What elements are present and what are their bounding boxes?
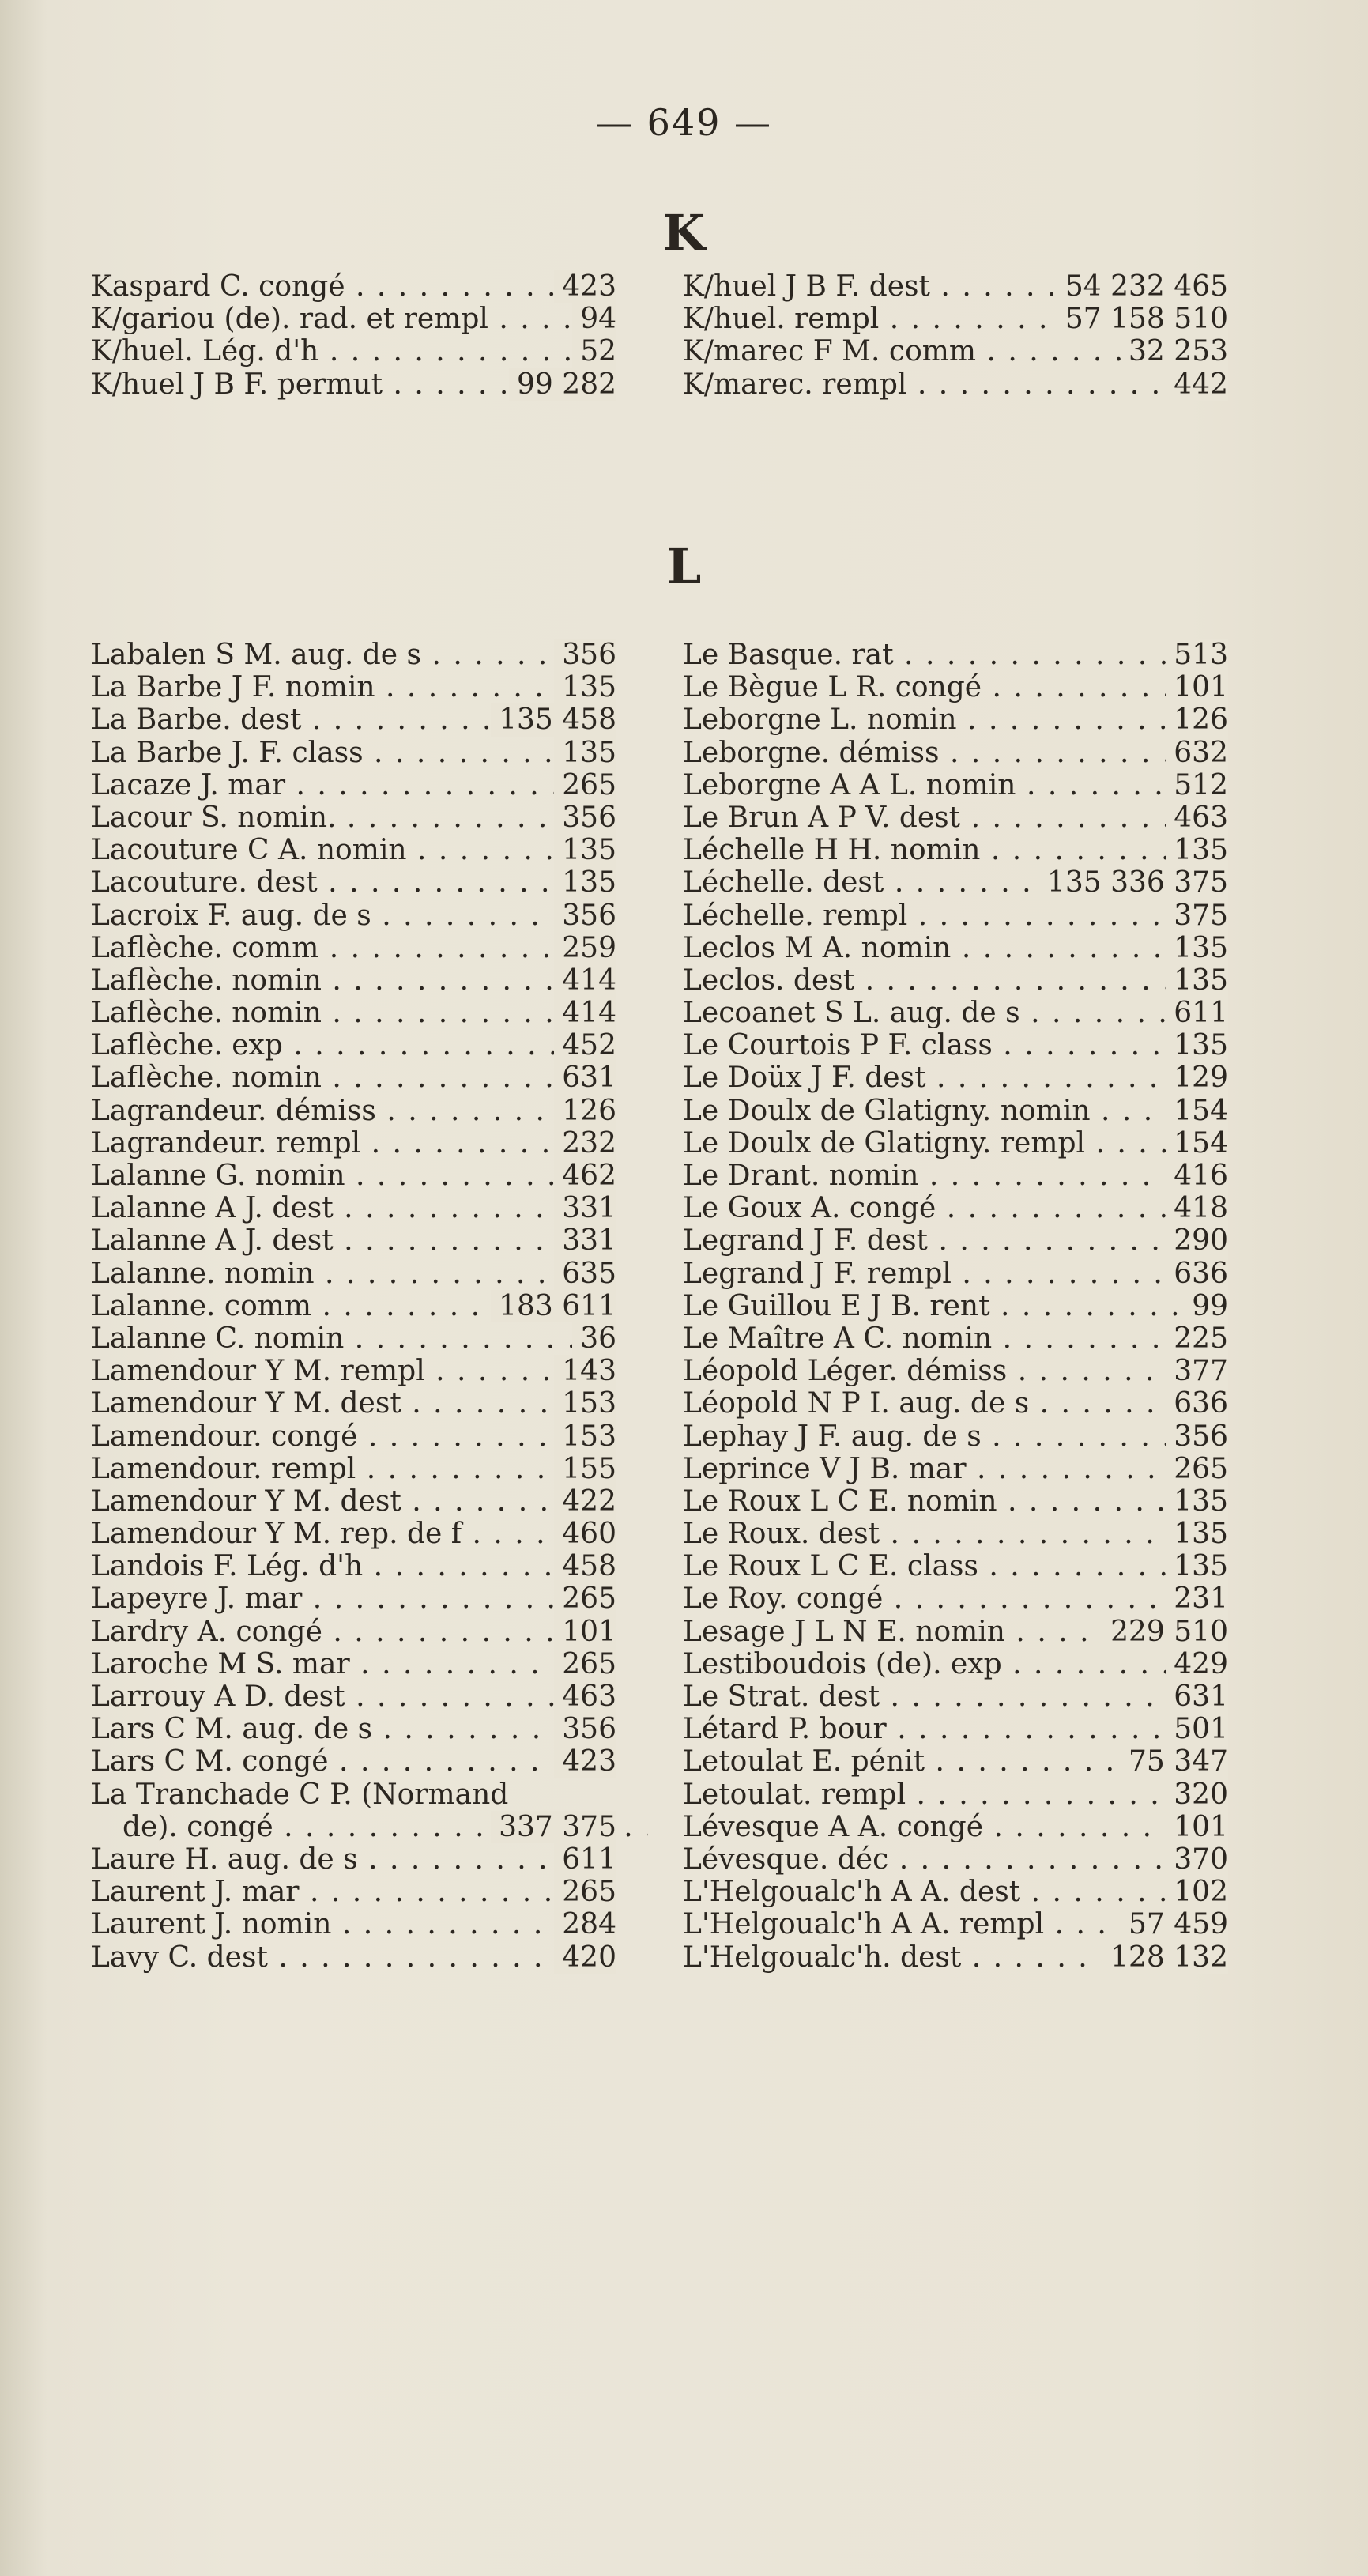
entry-pages: 99 282	[509, 368, 616, 401]
index-entry	[683, 1941, 1228, 1974]
entry-name: Laurent J. nomin . . .	[91, 1908, 616, 1940]
entry-pages: 284	[554, 1908, 616, 1940]
entry-name: Le Doulx de Glatigny. nomin . . .	[683, 1095, 1228, 1127]
index-entry	[683, 1387, 1228, 1420]
entry-pages: 452	[554, 1029, 616, 1062]
index-entry	[91, 1648, 616, 1680]
entry-pages: 135	[554, 834, 616, 866]
entry-pages: 135	[1166, 964, 1228, 997]
index-entry	[683, 932, 1228, 964]
entry-name: Lalanne G. nomin . . .	[91, 1160, 616, 1192]
entry-pages: 370	[1166, 1843, 1228, 1876]
entry-name: Lalanne A J. dest . . .	[91, 1192, 616, 1224]
index-entry	[91, 1095, 616, 1127]
entry-pages: 153	[554, 1387, 616, 1420]
entry-pages: 513	[1166, 639, 1228, 671]
entry-pages: 101	[554, 1616, 616, 1648]
entry-name: Laroche M S. mar . . .	[91, 1648, 616, 1680]
entry-pages: 429	[1166, 1648, 1228, 1680]
index-entry	[91, 1713, 616, 1745]
index-entry	[683, 1453, 1228, 1485]
entry-name: Le Strat. dest . . .	[683, 1680, 1228, 1713]
entry-pages: 135	[554, 671, 616, 703]
entry-pages: 94	[572, 303, 616, 335]
entry-pages: 135	[1166, 1029, 1228, 1062]
entry-name: Lamendour. rempl . . .	[91, 1453, 616, 1485]
entry-pages: 337 375	[491, 1811, 616, 1843]
index-entry	[91, 1387, 616, 1420]
index-entry	[683, 737, 1228, 769]
entry-name: Lecoanet S L. aug. de s . . .	[683, 997, 1228, 1029]
entry-pages: 463	[1166, 801, 1228, 834]
entry-name: K/huel. rempl . . .	[683, 303, 1228, 335]
index-entry	[683, 1355, 1228, 1387]
entry-pages: 463	[554, 1680, 616, 1713]
entry-name: Lévesque A A. congé . . .	[683, 1811, 1228, 1843]
entry-name: Lalanne. comm . . .	[91, 1290, 616, 1322]
entry-name: Leborgne. démiss . . .	[683, 737, 1228, 769]
entry-name: Léchelle. dest . . .	[683, 866, 1228, 899]
entry-pages: 32 253	[1121, 335, 1228, 368]
index-entry	[683, 1029, 1228, 1062]
entry-pages: 331	[554, 1192, 616, 1224]
entry-pages: 414	[554, 964, 616, 997]
index-entry	[91, 1745, 616, 1778]
entry-name: Leclos M A. nomin . . .	[683, 932, 1228, 964]
entry-pages: 265	[554, 1876, 616, 1908]
index-entry	[683, 1811, 1228, 1843]
index-entry	[683, 1778, 1228, 1811]
entry-name: K/gariou (de). rad. et rempl . . .	[91, 303, 616, 335]
index-entry	[91, 1778, 616, 1811]
entry-pages: 356	[554, 900, 616, 932]
index-entry	[683, 1322, 1228, 1355]
entry-pages: 102	[1166, 1876, 1228, 1908]
entry-name: Larrouy A D. dest . . .	[91, 1680, 616, 1713]
entry-pages: 135	[554, 866, 616, 899]
entry-name: Le Goux A. congé . . .	[683, 1192, 1228, 1224]
entry-pages: 36	[572, 1322, 616, 1355]
entry-name: Le Doüx J F. dest . . .	[683, 1062, 1228, 1094]
entry-name: Lars C M. congé . . .	[91, 1745, 616, 1778]
index-entry	[91, 368, 616, 401]
entry-pages: 501	[1166, 1713, 1228, 1745]
entry-name: Lacroix F. aug. de s . . .	[91, 900, 616, 932]
entry-name: Lagrandeur. démiss . . .	[91, 1095, 616, 1127]
entry-name: Lestiboudois (de). exp . . .	[683, 1648, 1228, 1680]
entry-name: Lamendour Y M. rep. de f . . .	[91, 1518, 616, 1550]
entry-pages: 356	[554, 639, 616, 671]
index-entry	[91, 1127, 616, 1160]
index-entry	[683, 964, 1228, 997]
entry-pages: 418	[1166, 1192, 1228, 1224]
entry-name: Léopold N P I. aug. de s . . .	[683, 1387, 1228, 1420]
entry-name: Lalanne C. nomin . . .	[91, 1322, 616, 1355]
entry-name: Laure H. aug. de s . . .	[91, 1843, 616, 1876]
entry-pages: 52	[572, 335, 616, 368]
entry-name: K/huel J B F. permut . . .	[91, 368, 616, 401]
entry-name: Lesage J L N E. nomin . . .	[683, 1616, 1228, 1648]
entry-pages: 153	[554, 1420, 616, 1453]
index-entry	[91, 703, 616, 736]
index-column-l-right	[683, 639, 1228, 1974]
entry-name: Le Roux. dest . . .	[683, 1518, 1228, 1550]
entry-pages: 636	[1166, 1258, 1228, 1290]
entry-pages: 54 232 465	[1057, 270, 1228, 303]
entry-name: Lamendour Y M. dest . . .	[91, 1387, 616, 1420]
entry-pages: 135	[1166, 1485, 1228, 1518]
entry-pages: 101	[1166, 671, 1228, 703]
entry-name: Lacaze J. mar . . .	[91, 769, 616, 801]
index-entry	[683, 1420, 1228, 1453]
index-entry	[91, 1290, 616, 1322]
entry-pages: 128 132	[1102, 1941, 1228, 1974]
entry-pages: 460	[554, 1518, 616, 1550]
index-entry	[683, 335, 1228, 368]
entry-name: Lardry A. congé . . .	[91, 1616, 616, 1648]
entry-name: Laflèche. nomin . . .	[91, 997, 616, 1029]
entry-pages: 512	[1166, 769, 1228, 801]
entry-name: Laflèche. exp . . .	[91, 1029, 616, 1062]
index-entry	[683, 801, 1228, 834]
entry-name: de). congé . . .	[122, 1811, 648, 1843]
entry-name: L'Helgoualc'h A A. rempl . . .	[683, 1908, 1228, 1940]
entry-name: Leborgne A A L. nomin . . .	[683, 769, 1228, 801]
index-entry	[91, 1680, 616, 1713]
index-column-k-left	[91, 270, 616, 401]
entry-pages: 99	[1184, 1290, 1228, 1322]
index-entry	[91, 997, 616, 1029]
entry-pages: 290	[1166, 1224, 1228, 1257]
entry-pages: 265	[554, 769, 616, 801]
index-entry	[91, 1941, 616, 1974]
entry-pages: 135	[1166, 932, 1228, 964]
index-entry	[683, 1095, 1228, 1127]
entry-name: L'Helgoualc'h. dest . . .	[683, 1941, 1228, 1974]
entry-pages: 135	[1166, 834, 1228, 866]
entry-name: Lamendour Y M. rempl . . .	[91, 1355, 616, 1387]
entry-name: Le Basque. rat . . .	[683, 639, 1228, 671]
index-column-k-right	[683, 270, 1228, 401]
entry-pages: 320	[1166, 1778, 1228, 1811]
index-entry	[91, 1420, 616, 1453]
index-entry	[91, 1811, 616, 1843]
index-entry	[91, 1160, 616, 1192]
entry-pages: 416	[1166, 1160, 1228, 1192]
entry-pages: 225	[1166, 1322, 1228, 1355]
entry-name: Le Maître A C. nomin . . .	[683, 1322, 1228, 1355]
index-entry	[91, 834, 616, 866]
entry-pages: 422	[554, 1485, 616, 1518]
entry-pages: 356	[554, 801, 616, 834]
entry-pages: 462	[554, 1160, 616, 1192]
entry-name: Le Doulx de Glatigny. rempl . . .	[683, 1127, 1228, 1160]
entry-pages: 57 459	[1121, 1908, 1228, 1940]
entry-name: Laurent J. mar . . .	[91, 1876, 616, 1908]
entry-name: Kaspard C. congé . . .	[91, 270, 616, 303]
index-entry	[91, 1453, 616, 1485]
entry-pages: 458	[554, 1550, 616, 1582]
entry-pages: 377	[1166, 1355, 1228, 1387]
index-entry	[91, 1582, 616, 1615]
entry-name: Letoulat E. pénit . . .	[683, 1745, 1228, 1778]
section-heading-k: K	[662, 204, 706, 262]
index-entry	[91, 769, 616, 801]
entry-pages: 259	[554, 932, 616, 964]
entry-name: Léchelle. rempl . . .	[683, 900, 1228, 932]
entry-pages: 442	[1166, 368, 1228, 401]
index-entry	[683, 1582, 1228, 1615]
index-entry	[683, 1518, 1228, 1550]
entry-pages: 143	[554, 1355, 616, 1387]
index-entry	[91, 1518, 616, 1550]
entry-name: Lacour S. nomin. . . .	[91, 801, 616, 834]
entry-pages: 423	[554, 1745, 616, 1778]
entry-pages: 636	[1166, 1387, 1228, 1420]
entry-name: Lars C M. aug. de s . . .	[91, 1713, 616, 1745]
index-entry	[683, 1713, 1228, 1745]
entry-name: Le Guillou E J B. rent . . .	[683, 1290, 1228, 1322]
entry-name: Laflèche. nomin . . .	[91, 1062, 616, 1094]
entry-pages: 265	[1166, 1453, 1228, 1485]
index-entry	[91, 303, 616, 335]
entry-pages: 57 158 510	[1057, 303, 1228, 335]
entry-name: Le Roux L C E. class . . .	[683, 1550, 1228, 1582]
index-entry	[91, 1258, 616, 1290]
entry-pages: 154	[1166, 1095, 1228, 1127]
entry-name: Le Brun A P V. dest . . .	[683, 801, 1228, 834]
index-entry	[683, 1290, 1228, 1322]
index-entry	[91, 1192, 616, 1224]
index-entry	[91, 932, 616, 964]
index-entry	[91, 1876, 616, 1908]
entry-pages: 356	[1166, 1420, 1228, 1453]
entry-name: Lavy C. dest . . .	[91, 1941, 616, 1974]
entry-pages: 126	[1166, 703, 1228, 736]
index-entry	[91, 1908, 616, 1940]
index-entry	[683, 769, 1228, 801]
entry-name: Leclos. dest . . .	[683, 964, 1228, 997]
entry-pages: 356	[554, 1713, 616, 1745]
index-column-l-left	[91, 639, 616, 1974]
index-entry	[91, 1029, 616, 1062]
entry-pages: 135	[554, 737, 616, 769]
index-entry	[683, 703, 1228, 736]
entry-pages: 231	[1166, 1582, 1228, 1615]
index-entry	[91, 1355, 616, 1387]
entry-pages: 232	[554, 1127, 616, 1160]
index-entry	[683, 1062, 1228, 1094]
index-entry	[91, 866, 616, 899]
entry-name: Léopold Léger. démiss . . .	[683, 1355, 1228, 1387]
entry-name: Le Roux L C E. nomin . . .	[683, 1485, 1228, 1518]
page-number: — 649 —	[595, 101, 773, 144]
entry-name: Le Courtois P F. class . . .	[683, 1029, 1228, 1062]
entry-name: Le Bègue L R. congé . . .	[683, 671, 1228, 703]
entry-name: La Barbe. dest . . .	[91, 703, 616, 736]
entry-name: Le Roy. congé . . .	[683, 1582, 1228, 1615]
entry-pages: 101	[1166, 1811, 1228, 1843]
index-entry	[683, 866, 1228, 899]
index-entry	[91, 964, 616, 997]
index-entry	[91, 900, 616, 932]
entry-pages: 135	[1166, 1550, 1228, 1582]
entry-pages: 126	[554, 1095, 616, 1127]
entry-pages: 135 336 375	[1039, 866, 1228, 899]
index-entry	[91, 737, 616, 769]
entry-name: K/huel J B F. dest . . .	[683, 270, 1228, 303]
entry-name: Legrand J F. dest . . .	[683, 1224, 1228, 1257]
entry-pages: 631	[1166, 1680, 1228, 1713]
entry-name: La Barbe J. F. class . . .	[91, 737, 616, 769]
index-entry	[91, 1485, 616, 1518]
entry-pages: 265	[554, 1648, 616, 1680]
entry-pages: 229 510	[1102, 1616, 1228, 1648]
entry-name: Lamendour. congé . . .	[91, 1420, 616, 1453]
index-entry	[683, 270, 1228, 303]
entry-pages: 265	[554, 1582, 616, 1615]
entry-pages: 375	[1166, 900, 1228, 932]
entry-pages: 611	[1166, 997, 1228, 1029]
index-entry	[91, 1322, 616, 1355]
entry-pages: 183 611	[491, 1290, 616, 1322]
entry-pages: 135 458	[491, 703, 616, 736]
entry-pages: 154	[1166, 1127, 1228, 1160]
entry-pages: 632	[1166, 737, 1228, 769]
entry-pages: 420	[554, 1941, 616, 1974]
entry-name: Lacouture. dest . . .	[91, 866, 616, 899]
index-entry	[683, 834, 1228, 866]
entry-name: La Tranchade C P. (Normand	[91, 1778, 509, 1811]
entry-name: Laflèche. comm . . .	[91, 932, 616, 964]
entry-name: Lagrandeur. rempl . . .	[91, 1127, 616, 1160]
index-entry	[91, 1224, 616, 1257]
entry-pages: 414	[554, 997, 616, 1029]
entry-name: Lephay J F. aug. de s . . .	[683, 1420, 1228, 1453]
index-entry	[683, 1258, 1228, 1290]
index-entry	[91, 1616, 616, 1648]
entry-pages: 129	[1166, 1062, 1228, 1094]
entry-name: Lévesque. déc . . .	[683, 1843, 1228, 1876]
index-entry	[683, 639, 1228, 671]
entry-pages: 155	[554, 1453, 616, 1485]
entry-name: Landois F. Lég. d'h . . .	[91, 1550, 616, 1582]
index-entry	[683, 1680, 1228, 1713]
entry-name: Lacouture C A. nomin . . .	[91, 834, 616, 866]
index-entry	[683, 1843, 1228, 1876]
index-entry	[91, 671, 616, 703]
entry-name: K/marec F M. comm . . .	[683, 335, 1228, 368]
entry-name: K/marec. rempl . . .	[683, 368, 1228, 401]
entry-pages: 331	[554, 1224, 616, 1257]
entry-name: Letoulat. rempl . . .	[683, 1778, 1228, 1811]
index-entry	[683, 1550, 1228, 1582]
entry-name: Leborgne L. nomin . . .	[683, 703, 1228, 736]
entry-name: Labalen S M. aug. de s . . .	[91, 639, 616, 671]
section-heading-l: L	[666, 537, 702, 595]
index-entry	[683, 1876, 1228, 1908]
entry-name: Lalanne A J. dest . . .	[91, 1224, 616, 1257]
index-entry	[683, 1160, 1228, 1192]
index-entry	[91, 270, 616, 303]
entry-name: Laflèche. nomin . . .	[91, 964, 616, 997]
entry-name: Leprince V J B. mar . . .	[683, 1453, 1228, 1485]
index-entry	[91, 1062, 616, 1094]
entry-name: Lapeyre J. mar . . .	[91, 1582, 616, 1615]
entry-name: Lamendour Y M. dest . . .	[91, 1485, 616, 1518]
entry-name: Lalanne. nomin . . .	[91, 1258, 616, 1290]
entry-name: Létard P. bour . . .	[683, 1713, 1228, 1745]
index-entry	[683, 368, 1228, 401]
entry-name: Le Drant. nomin . . .	[683, 1160, 1228, 1192]
index-entry	[91, 1550, 616, 1582]
index-entry	[91, 335, 616, 368]
entry-pages: 75 347	[1121, 1745, 1228, 1778]
index-entry	[683, 1745, 1228, 1778]
index-entry	[683, 1127, 1228, 1160]
index-entry	[683, 303, 1228, 335]
entry-pages: 135	[1166, 1518, 1228, 1550]
index-entry	[683, 1908, 1228, 1940]
index-entry	[683, 671, 1228, 703]
entry-name: La Barbe J F. nomin . . .	[91, 671, 616, 703]
entry-pages: 635	[554, 1258, 616, 1290]
index-entry	[683, 1616, 1228, 1648]
entry-pages: 611	[554, 1843, 616, 1876]
entry-name: Legrand J F. rempl . . .	[683, 1258, 1228, 1290]
entry-name: Léchelle H H. nomin . . .	[683, 834, 1228, 866]
entry-pages: 631	[554, 1062, 616, 1094]
index-entry	[683, 1648, 1228, 1680]
entry-name: L'Helgoualc'h A A. dest . . .	[683, 1876, 1228, 1908]
index-entry	[91, 801, 616, 834]
index-entry	[91, 1843, 616, 1876]
index-entry	[683, 1192, 1228, 1224]
index-entry	[91, 639, 616, 671]
index-entry	[683, 900, 1228, 932]
entry-name: K/huel. Lég. d'h . . .	[91, 335, 616, 368]
entry-pages: 423	[554, 270, 616, 303]
index-entry	[683, 997, 1228, 1029]
index-entry	[683, 1224, 1228, 1257]
index-entry	[683, 1485, 1228, 1518]
